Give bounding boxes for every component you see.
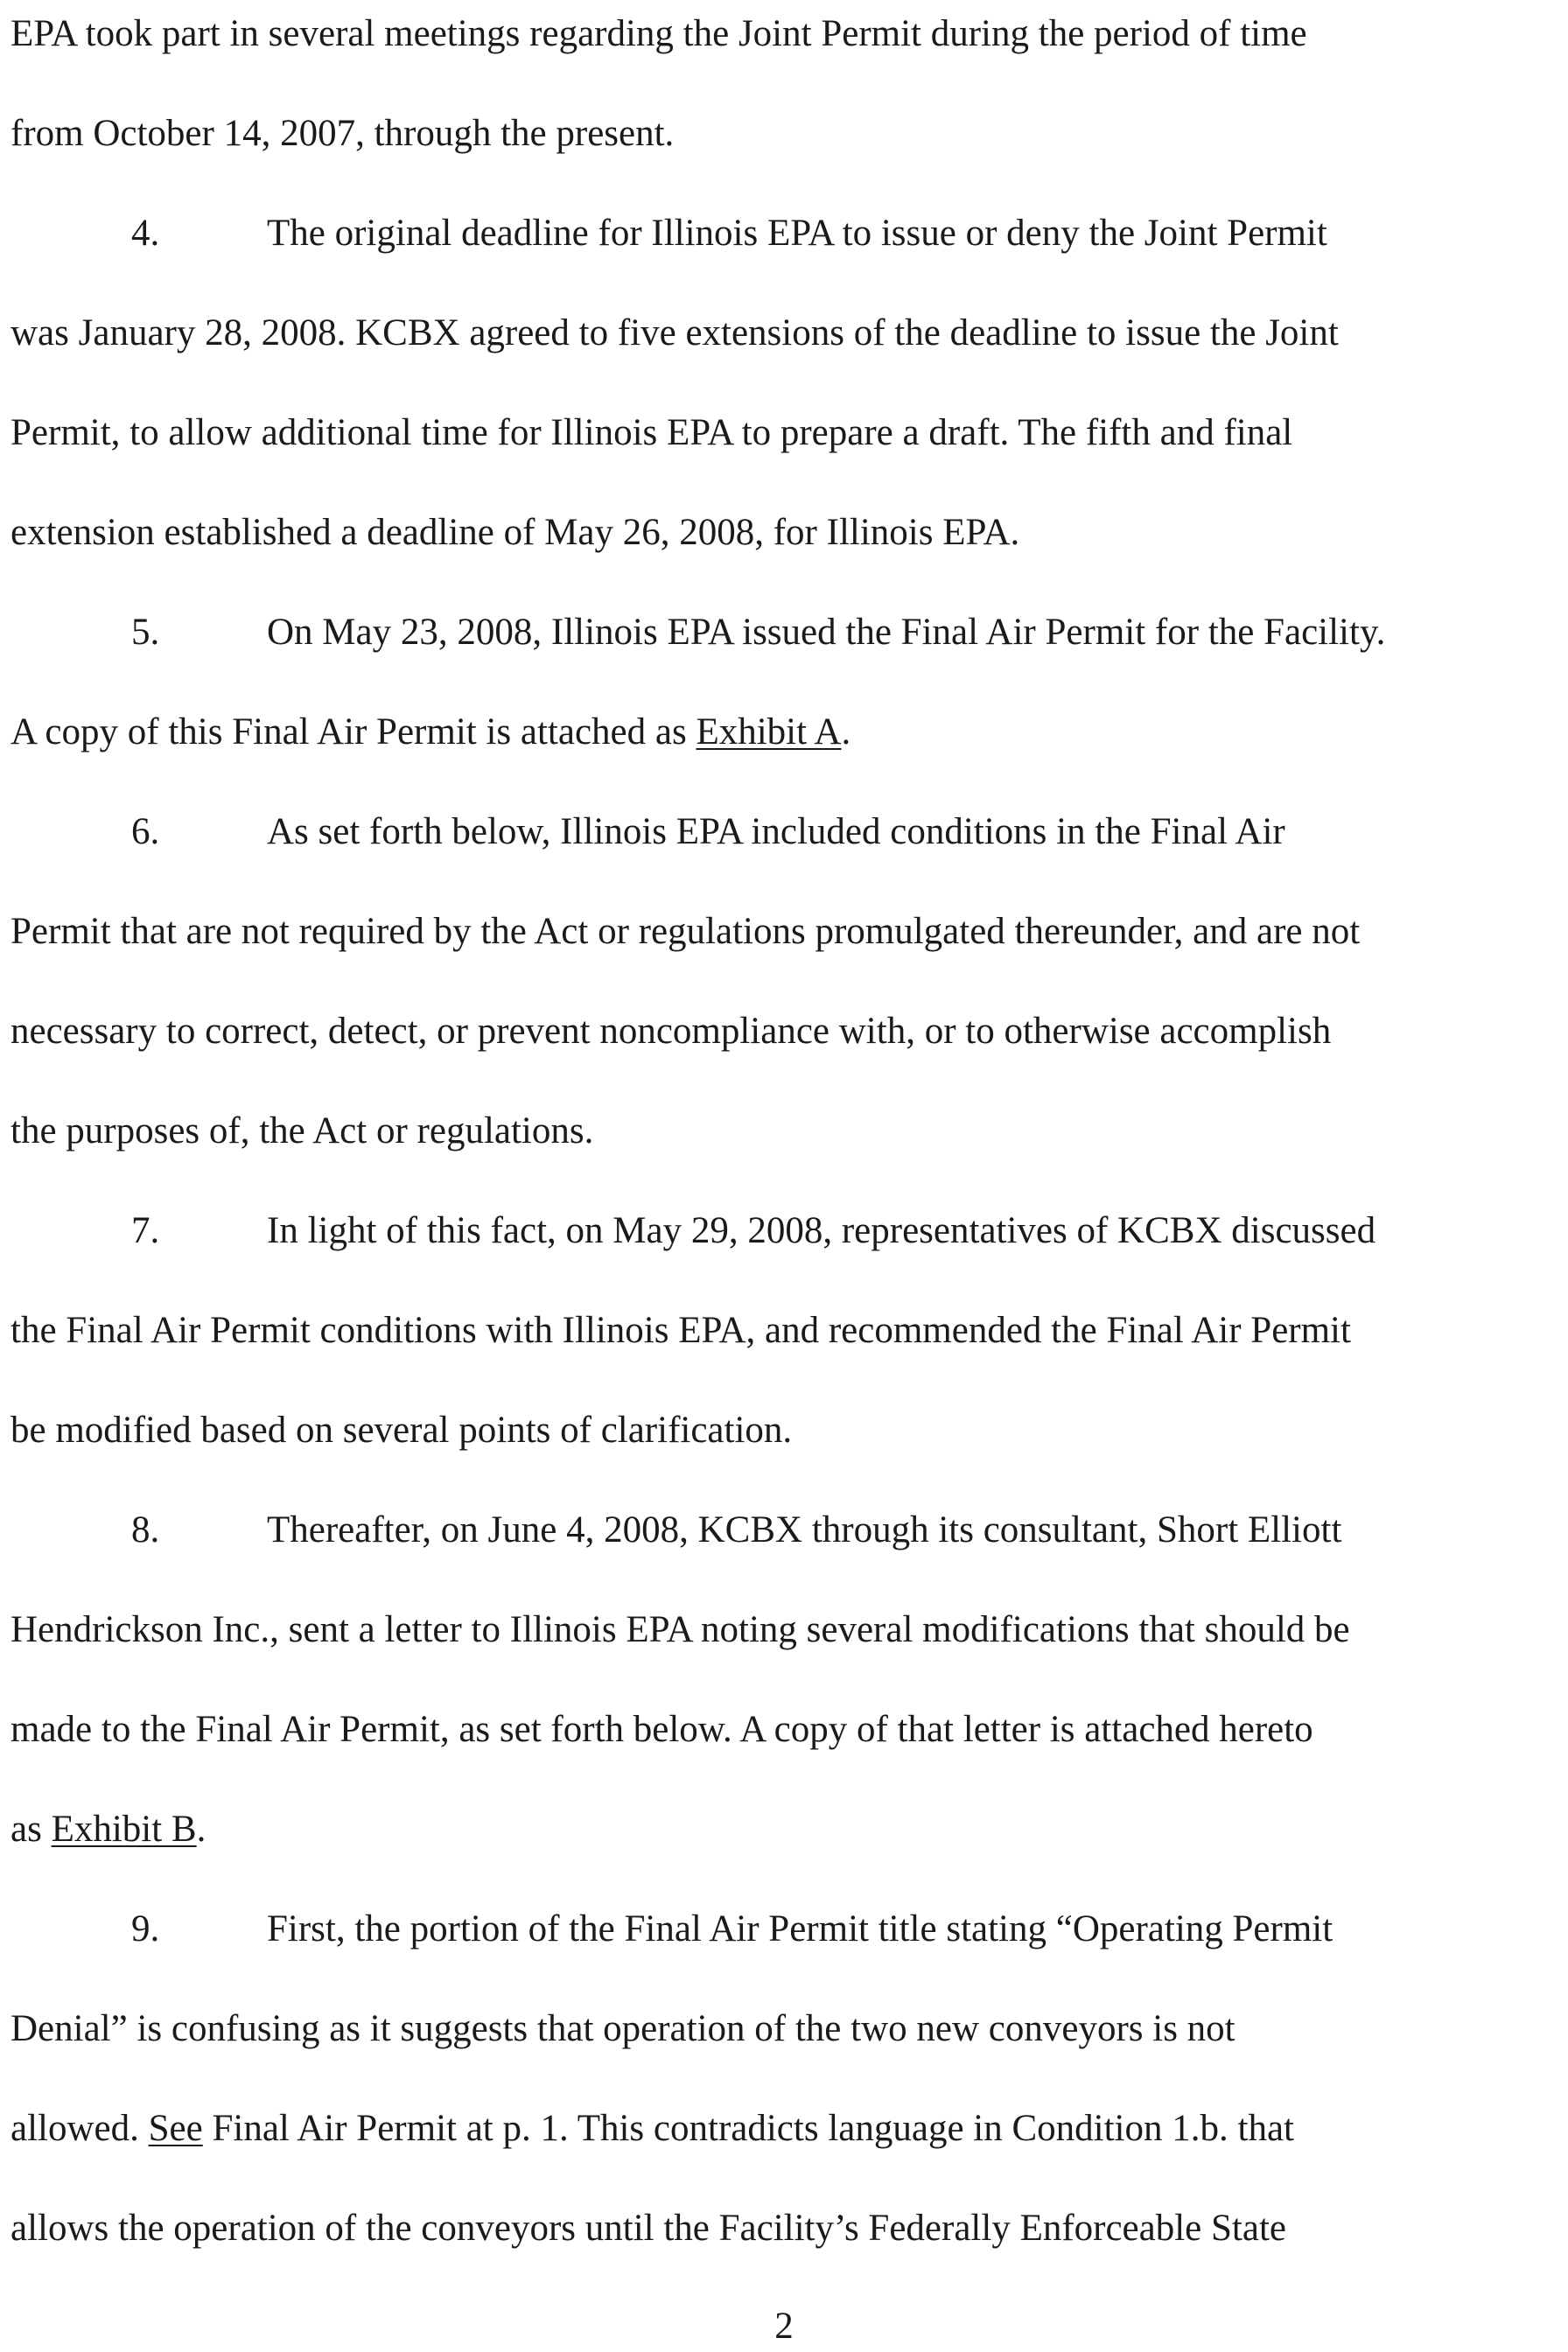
text-line: [10, 2110, 1294, 2147]
see-citation: See: [148, 2108, 203, 2149]
text-line: Permit, to allow additional time for Illinois EPA to prepare a draft. The fifth and final: [10, 412, 1293, 453]
text-line: extension established a deadline of May 26, 2008, for Illinois EPA.: [10, 512, 1020, 553]
text-line: EPA took part in several meetings regarding the Joint Permit during the period of time: [10, 13, 1307, 54]
paragraph-number: 4.: [131, 213, 160, 254]
text-span: .: [196, 1809, 206, 1850]
paragraph-number: 8.: [131, 1509, 160, 1550]
text-span: allowed.: [10, 2108, 149, 2149]
text-line: [10, 1810, 206, 1848]
text-line: [10, 713, 850, 751]
paragraph-number: 6.: [131, 811, 160, 852]
text-line: necessary to correct, detect, or prevent noncompliance with, or to otherwise accomplish: [10, 1011, 1332, 1052]
text-line: allows the operation of the conveyors until the Facility’s Federally Enforceable State: [10, 2208, 1286, 2249]
text-line: As set forth below, Illinois EPA included conditions in the Final Air: [267, 811, 1285, 852]
text-span: as: [10, 1809, 52, 1850]
exhibit-b-reference: Exhibit B: [51, 1809, 197, 1850]
text-line: from October 14, 2007, through the present.: [10, 113, 675, 154]
text-line: was January 28, 2008. KCBX agreed to five extensions of the deadline to issue the Joint: [10, 312, 1339, 354]
text-span: .: [841, 711, 851, 752]
text-line: First, the portion of the Final Air Permit title stating “Operating Permit: [267, 1908, 1334, 1950]
text-line: In light of this fact, on May 29, 2008, representatives of KCBX discussed: [267, 1210, 1376, 1251]
text-line: be modified based on several points of clarification.: [10, 1410, 793, 1451]
text-span: A copy of this Final Air Permit is attached as: [10, 711, 696, 752]
text-line: Hendrickson Inc., sent a letter to Illinois EPA noting several modifications that should be: [10, 1609, 1350, 1650]
text-line: Denial” is confusing as it suggests that operation of the two new conveyors is not: [10, 2008, 1236, 2049]
text-line: the Final Air Permit conditions with Illinois EPA, and recommended the Final Air Permit: [10, 1310, 1351, 1351]
text-line: Thereafter, on June 4, 2008, KCBX through its consultant, Short Elliott: [267, 1509, 1342, 1550]
text-span: Final Air Permit at p. 1. This contradicts language in Condition 1.b. that: [202, 2108, 1294, 2149]
text-line: the purposes of, the Act or regulations.: [10, 1110, 594, 1152]
paragraph-number: 9.: [131, 1908, 160, 1950]
page-number: 2: [774, 2306, 794, 2347]
text-line: On May 23, 2008, Illinois EPA issued the Final Air Permit for the Facility.: [267, 612, 1386, 653]
text-line: made to the Final Air Permit, as set forth below. A copy of that letter is attached hereto: [10, 1709, 1313, 1750]
text-line: The original deadline for Illinois EPA to issue or deny the Joint Permit: [267, 213, 1327, 254]
paragraph-number: 7.: [131, 1210, 160, 1251]
exhibit-a-reference: Exhibit A: [696, 711, 842, 752]
text-line: Permit that are not required by the Act or regulations promulgated thereunder, and are not: [10, 911, 1361, 952]
paragraph-number: 5.: [131, 612, 160, 653]
